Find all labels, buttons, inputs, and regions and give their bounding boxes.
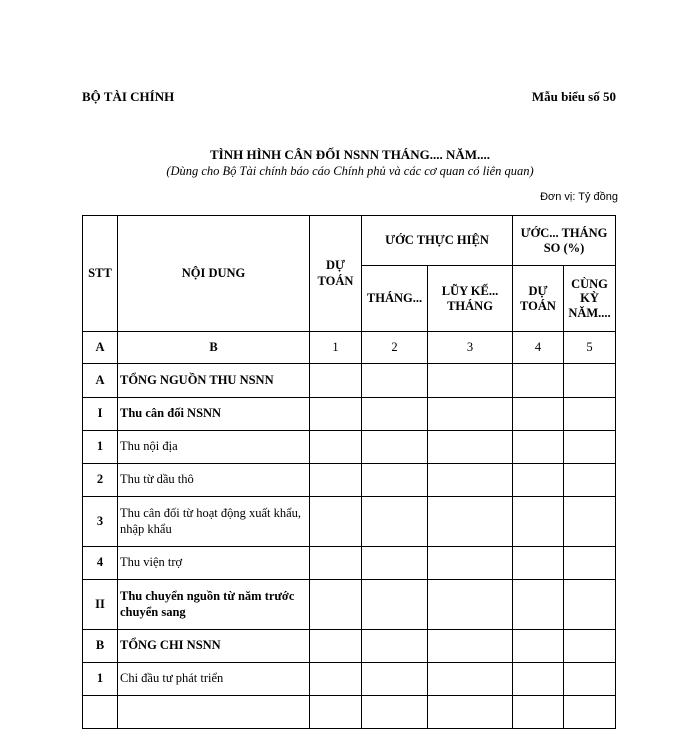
value-cell	[513, 630, 564, 663]
row-content: TỔNG CHI NSNN	[118, 630, 310, 663]
value-cell	[310, 580, 362, 630]
value-cell	[428, 497, 513, 547]
value-cell	[362, 431, 428, 464]
row-stt: 1	[83, 431, 118, 464]
value-cell	[428, 398, 513, 431]
value-cell	[310, 547, 362, 580]
value-cell	[564, 580, 616, 630]
value-cell	[428, 364, 513, 398]
row-stt: 2	[83, 464, 118, 497]
index-cell: B	[118, 332, 310, 364]
table-row	[83, 431, 616, 464]
column-index-row	[83, 332, 616, 364]
value-cell	[564, 547, 616, 580]
index-cell: 2	[362, 332, 428, 364]
header-stt: STT	[83, 216, 118, 332]
value-cell	[513, 580, 564, 630]
value-cell	[428, 464, 513, 497]
value-cell	[513, 497, 564, 547]
table-row	[83, 398, 616, 431]
value-cell	[428, 696, 513, 729]
row-content: Thu chuyển nguồn từ năm trước chuyển sang	[118, 580, 310, 630]
value-cell	[513, 663, 564, 696]
row-stt: B	[83, 630, 118, 663]
form-number: Mẫu biểu số 50	[531, 89, 616, 104]
value-cell	[362, 696, 428, 729]
table-row	[83, 580, 616, 630]
table-row	[83, 630, 616, 663]
unit-label: Đơn vị: Tỷ đồng	[540, 191, 618, 203]
index-cell: 3	[428, 332, 513, 364]
table-row	[83, 663, 616, 696]
value-cell	[428, 663, 513, 696]
row-content: Thu từ dầu thô	[118, 464, 310, 497]
header-content: NỘI DUNG	[118, 216, 310, 332]
value-cell	[310, 364, 362, 398]
value-cell	[362, 497, 428, 547]
header-month: THÁNG...	[362, 266, 428, 332]
header-cumulative: LŨY KẾ... THÁNG	[428, 266, 513, 332]
index-cell: 5	[564, 332, 616, 364]
value-cell	[362, 630, 428, 663]
value-cell	[513, 364, 564, 398]
value-cell	[513, 696, 564, 729]
row-content: Thu nội địa	[118, 431, 310, 464]
value-cell	[310, 431, 362, 464]
header-estimate: DỰ TOÁN	[310, 216, 362, 332]
row-stt: 4	[83, 547, 118, 580]
row-content: TỔNG NGUỒN THU NSNN	[118, 364, 310, 398]
value-cell	[513, 547, 564, 580]
value-cell	[310, 630, 362, 663]
value-cell	[513, 398, 564, 431]
row-content: Thu cân đối NSNN	[118, 398, 310, 431]
ministry-name: BỘ TÀI CHÍNH	[82, 89, 175, 104]
row-content: Chi đầu tư phát triển	[118, 663, 310, 696]
value-cell	[564, 431, 616, 464]
value-cell	[362, 547, 428, 580]
index-cell: 1	[310, 332, 362, 364]
value-cell	[310, 497, 362, 547]
row-stt	[83, 696, 118, 729]
value-cell	[564, 464, 616, 497]
value-cell	[564, 497, 616, 547]
row-content	[118, 696, 310, 729]
value-cell	[564, 696, 616, 729]
row-stt: 1	[83, 663, 118, 696]
value-cell	[428, 547, 513, 580]
report-subtitle: (Dùng cho Bộ Tài chính báo cáo Chính phủ và các cơ quan có liên quan)	[166, 164, 534, 178]
value-cell	[310, 464, 362, 497]
value-cell	[362, 398, 428, 431]
value-cell	[362, 364, 428, 398]
row-content: Thu viện trợ	[118, 547, 310, 580]
row-content: Thu cân đối từ hoạt động xuất khẩu, nhập khẩu	[118, 497, 310, 547]
report-title: TÌNH HÌNH CÂN ĐỐI NSNN THÁNG.... NĂM....	[209, 147, 490, 162]
value-cell	[564, 663, 616, 696]
table-row	[83, 464, 616, 497]
header-cmp-same-period: CÙNG KỲ NĂM....	[564, 266, 616, 332]
value-cell	[310, 696, 362, 729]
value-cell	[362, 464, 428, 497]
value-cell	[513, 431, 564, 464]
table-row	[83, 497, 616, 547]
value-cell	[362, 663, 428, 696]
value-cell	[428, 580, 513, 630]
budget-balance-table	[82, 215, 616, 729]
value-cell	[564, 364, 616, 398]
value-cell	[564, 630, 616, 663]
value-cell	[362, 580, 428, 630]
row-stt: II	[83, 580, 118, 630]
header-estimated-actual: ƯỚC THỰC HIỆN	[362, 216, 513, 266]
row-stt: A	[83, 364, 118, 398]
value-cell	[564, 398, 616, 431]
value-cell	[310, 398, 362, 431]
value-cell	[428, 431, 513, 464]
table-row	[83, 364, 616, 398]
value-cell	[428, 630, 513, 663]
value-cell	[310, 663, 362, 696]
header-cmp-estimate: DỰ TOÁN	[513, 266, 564, 332]
value-cell	[513, 464, 564, 497]
row-stt: I	[83, 398, 118, 431]
row-stt: 3	[83, 497, 118, 547]
table-row	[83, 547, 616, 580]
table-row	[83, 696, 616, 729]
index-cell: A	[83, 332, 118, 364]
header-comparison: ƯỚC... THÁNG SO (%)	[513, 216, 616, 266]
index-cell: 4	[513, 332, 564, 364]
